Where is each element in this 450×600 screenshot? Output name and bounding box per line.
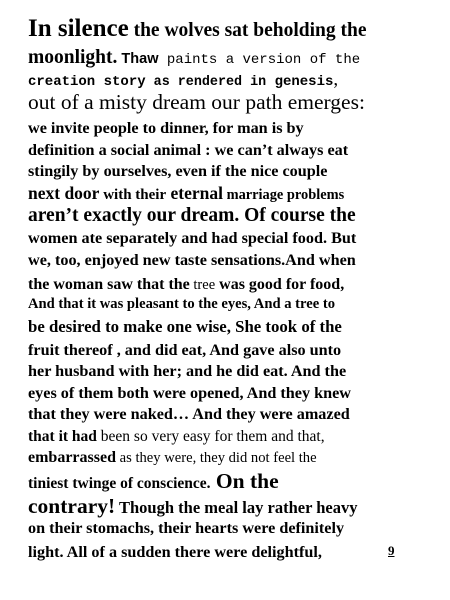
text-line [28, 468, 428, 496]
text-line: her husband with her; and he did eat. And the [28, 362, 347, 380]
text-line: we, too, enjoyed new taste sensations.And when [28, 250, 356, 269]
text-line: women ate separately and had special food. But [28, 229, 357, 247]
text-span: contrary! [28, 493, 116, 518]
text-span: genesis [266, 74, 334, 90]
text-line: And that it was pleasant to the eyes, And a tree to [28, 296, 336, 312]
text-span: eternal [166, 182, 223, 203]
text-span: tiniest twinge of conscience. [28, 474, 211, 492]
text-span: paints a version of the [158, 52, 361, 68]
text-line: be desired to make one wise, She took of the [28, 316, 342, 336]
text-line: definition a social animal : we can’t always eat [28, 140, 349, 159]
text-span: light. All of a sudden there were delightful, [28, 542, 322, 561]
text-line [28, 493, 428, 520]
text-line [28, 544, 428, 566]
text-line: aren’t exactly our dream. Of course the [28, 205, 356, 226]
text-line: on their stomachs, their hearts were definitely [28, 518, 345, 537]
text-span: the woman saw that the [28, 275, 190, 293]
text-line [28, 449, 428, 471]
text-span: Thaw [117, 51, 159, 67]
text-span: Though the meal lay rather heavy [115, 497, 358, 517]
text-span: tree [189, 276, 216, 293]
text-span: next door [28, 182, 100, 203]
text-line [28, 70, 428, 92]
text-line: that they were naked… And they were amazed [28, 405, 350, 423]
text-line: out of a misty dream our path emerges: [28, 90, 365, 114]
text-span: In silence [28, 15, 129, 42]
text-span: , [333, 69, 339, 90]
text-span: that it had [28, 427, 97, 445]
text-line: fruit thereof , and did eat, And gave also unto [28, 340, 342, 359]
text-span: moonlight. [28, 47, 118, 68]
text-line [28, 276, 428, 298]
text-line [28, 16, 428, 48]
text-line: stingily by ourselves, even if the nice couple [28, 162, 328, 180]
text-span: On the [210, 468, 279, 493]
text-line: eyes of them both were opened, And they knew [28, 383, 351, 402]
text-span: as rendered in [145, 75, 267, 90]
text-span: as they were, they did not feel the [115, 450, 317, 466]
text-line [28, 428, 428, 450]
text-span: creation story [28, 74, 146, 90]
text-line [28, 182, 428, 207]
text-line [28, 48, 428, 70]
page-number: 9 [388, 542, 395, 558]
text-span: been so very easy for them and that, [96, 427, 325, 445]
text-span: with their [99, 186, 167, 203]
document-page [28, 16, 428, 565]
text-span: embarrassed [28, 449, 116, 466]
text-span: was good for food, [215, 275, 345, 293]
text-span: the wolves sat beholding the [128, 20, 367, 41]
text-span: marriage problems [222, 186, 345, 203]
text-line: we invite people to dinner, for man is by [28, 119, 304, 137]
